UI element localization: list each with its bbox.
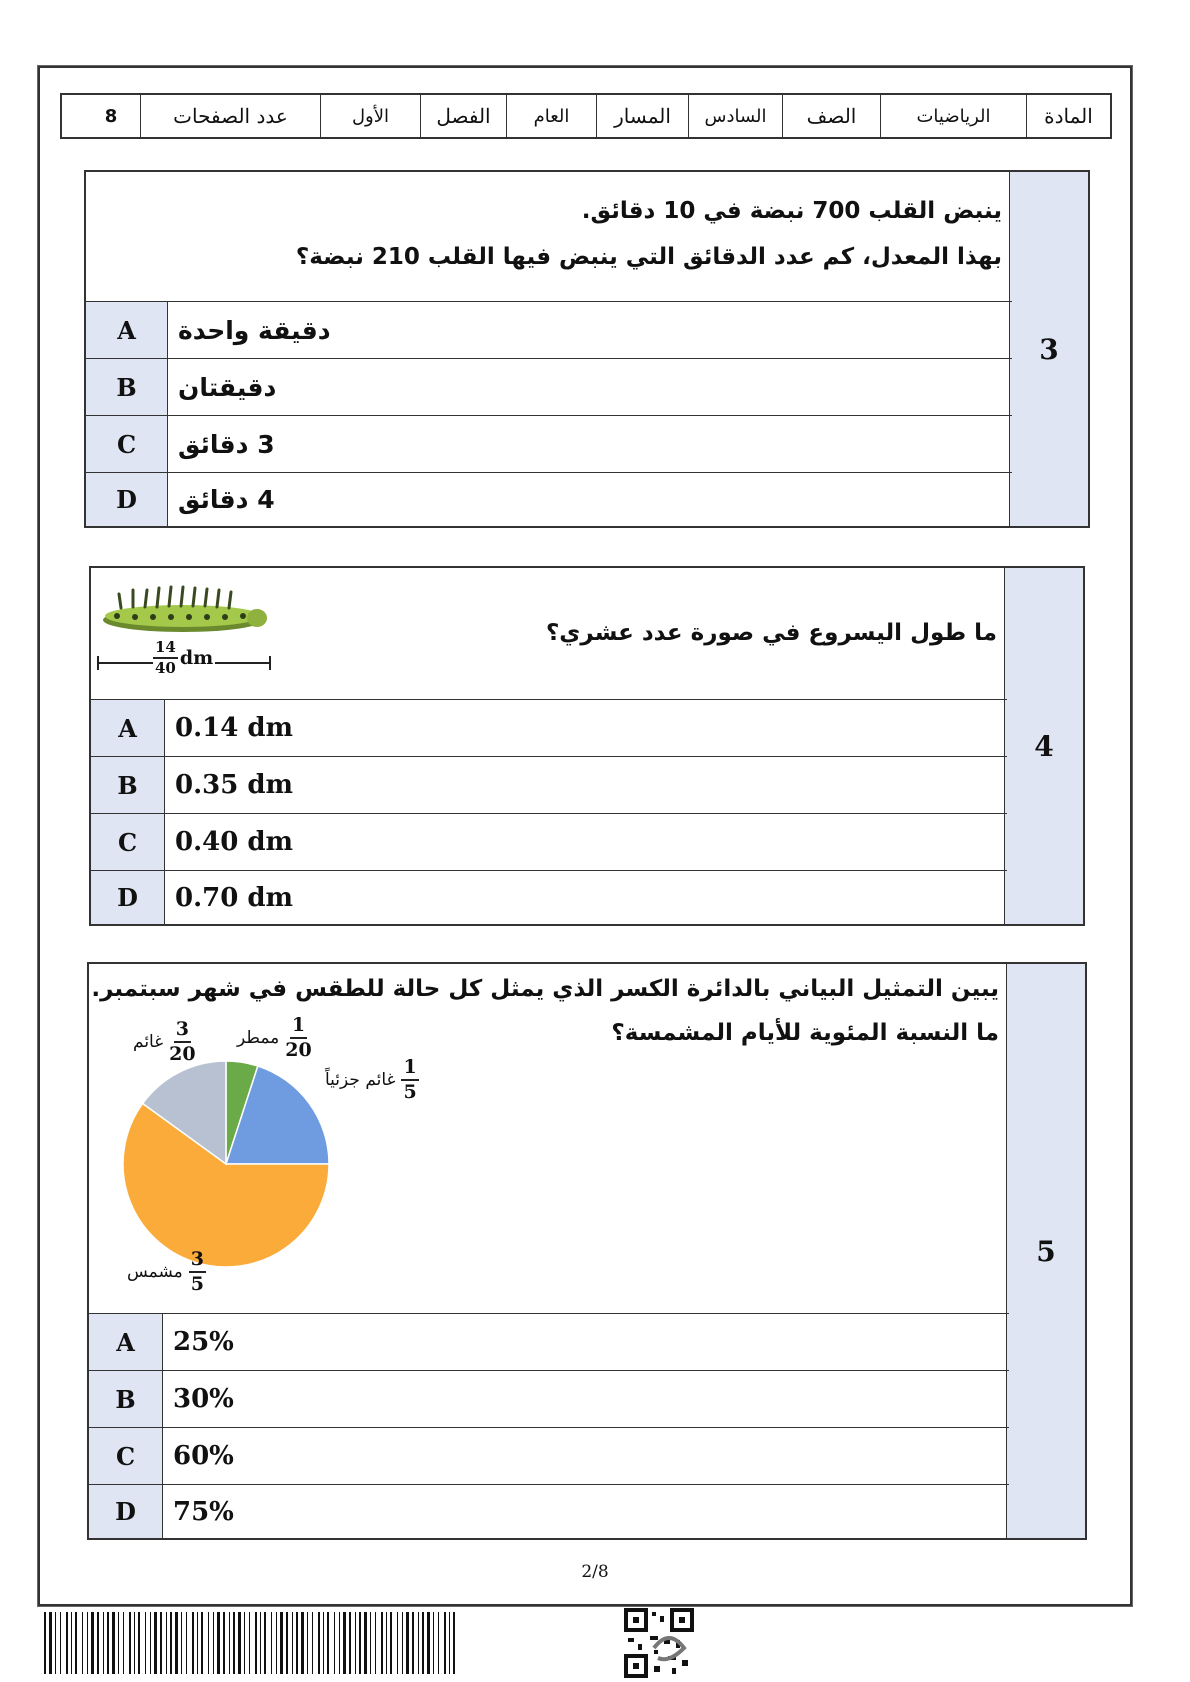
option-text: 30% bbox=[173, 1384, 234, 1414]
option-letter: B bbox=[91, 757, 165, 813]
slice-label-text: مشمس bbox=[127, 1262, 183, 1282]
slice-numerator: 1 bbox=[290, 1016, 307, 1039]
option-b[interactable] bbox=[86, 359, 1012, 416]
option-text: 60% bbox=[173, 1441, 234, 1471]
option-d[interactable] bbox=[86, 473, 1012, 526]
option-text: 75% bbox=[173, 1496, 234, 1527]
slice-denominator: 20 bbox=[169, 1043, 196, 1065]
exam-header-table bbox=[60, 93, 1112, 139]
slice-numerator: 3 bbox=[189, 1250, 206, 1273]
stem-line: ينبض القلب 700 نبضة في 10 دقائق. bbox=[581, 198, 1002, 224]
slice-denominator: 5 bbox=[190, 1273, 205, 1295]
question-number: 3 bbox=[1009, 172, 1088, 526]
pie-label-partly-cloudy bbox=[325, 1058, 419, 1102]
pages-label: عدد الصفحات bbox=[140, 95, 320, 137]
slice-numerator: 3 bbox=[174, 1020, 191, 1043]
stem-line: يبين التمثيل البياني بالدائرة الكسر الذي يمثل كل حالة للطقس في شهر سبتمبر. bbox=[91, 976, 999, 1002]
option-letter: D bbox=[89, 1485, 163, 1538]
option-letter: C bbox=[89, 1428, 163, 1484]
option-text: دقيقتان bbox=[178, 372, 277, 402]
subject-label: المادة bbox=[1026, 95, 1110, 137]
option-a[interactable] bbox=[86, 302, 1012, 359]
qr-code-icon bbox=[624, 1608, 694, 1678]
option-letter: A bbox=[86, 302, 168, 358]
grade-label: الصف bbox=[782, 95, 880, 137]
slice-label-text: غائم جزئياً bbox=[325, 1070, 396, 1090]
option-c[interactable] bbox=[91, 814, 1007, 871]
pie-label-rainy bbox=[237, 1016, 312, 1060]
option-text: 4 دقائق bbox=[178, 485, 275, 514]
question-stem bbox=[86, 172, 1012, 302]
option-d[interactable] bbox=[89, 1485, 1009, 1538]
option-text: 25% bbox=[173, 1327, 234, 1357]
term-label: الفصل bbox=[420, 95, 506, 137]
stem-line: بهذا المعدل، كم عدد الدقائق التي ينبض فيها القلب 210 نبضة؟ bbox=[295, 244, 1002, 270]
option-text: 0.14 dm bbox=[175, 713, 294, 743]
option-a[interactable] bbox=[91, 700, 1007, 757]
option-letter: A bbox=[89, 1314, 163, 1370]
question-4 bbox=[89, 566, 1085, 926]
option-text: 3 دقائق bbox=[178, 429, 275, 459]
question-stem bbox=[91, 568, 1007, 700]
subject-value: الرياضيات bbox=[880, 95, 1026, 137]
slice-denominator: 5 bbox=[403, 1081, 417, 1103]
slice-denominator: 20 bbox=[285, 1039, 312, 1061]
option-text: 0.40 dm bbox=[175, 827, 294, 857]
question-number: 5 bbox=[1006, 964, 1085, 1538]
option-c[interactable] bbox=[89, 1428, 1009, 1485]
term-value: الأول bbox=[320, 95, 420, 137]
pie-label-cloudy bbox=[133, 1020, 196, 1064]
option-text: دقيقة واحدة bbox=[178, 315, 331, 345]
option-d[interactable] bbox=[91, 871, 1007, 924]
pie-label-sunny bbox=[127, 1250, 206, 1294]
stem-line: ما النسبة المئوية للأيام المشمسة؟ bbox=[611, 1020, 999, 1046]
pages-value: 8 bbox=[104, 105, 118, 127]
stem-line: ما طول اليسروع في صورة عدد عشري؟ bbox=[545, 620, 997, 646]
question-3 bbox=[84, 170, 1090, 528]
option-b[interactable] bbox=[91, 757, 1007, 814]
option-letter: A bbox=[91, 700, 165, 756]
option-text: 0.35 dm bbox=[175, 770, 294, 800]
barcode-icon bbox=[44, 1612, 494, 1674]
question-stem bbox=[89, 964, 1009, 1314]
option-c[interactable] bbox=[86, 416, 1012, 473]
fraction-numerator: 14 bbox=[153, 640, 178, 659]
grade-value: السادس bbox=[688, 95, 782, 137]
option-letter: D bbox=[86, 473, 168, 526]
length-dimension bbox=[97, 638, 273, 682]
unit-label: dm bbox=[179, 647, 214, 669]
option-letter: C bbox=[86, 416, 168, 472]
option-b[interactable] bbox=[89, 1371, 1009, 1428]
weather-pie-chart bbox=[111, 1059, 341, 1269]
option-letter: D bbox=[91, 871, 165, 924]
page-number: 2/8 bbox=[581, 1562, 609, 1582]
option-text: 0.70 dm bbox=[175, 882, 294, 913]
option-letter: B bbox=[89, 1371, 163, 1427]
slice-numerator: 1 bbox=[401, 1058, 418, 1081]
option-letter: B bbox=[86, 359, 168, 415]
option-a[interactable] bbox=[89, 1314, 1009, 1371]
option-letter: C bbox=[91, 814, 165, 870]
caterpillar-icon bbox=[97, 582, 269, 634]
track-label: المسار bbox=[596, 95, 688, 137]
question-number: 4 bbox=[1004, 568, 1083, 924]
question-5 bbox=[87, 962, 1087, 1540]
slice-label-text: غائم bbox=[133, 1032, 164, 1052]
fraction-denominator: 40 bbox=[155, 659, 176, 677]
track-value: العام bbox=[506, 95, 596, 137]
slice-label-text: ممطر bbox=[237, 1028, 280, 1048]
